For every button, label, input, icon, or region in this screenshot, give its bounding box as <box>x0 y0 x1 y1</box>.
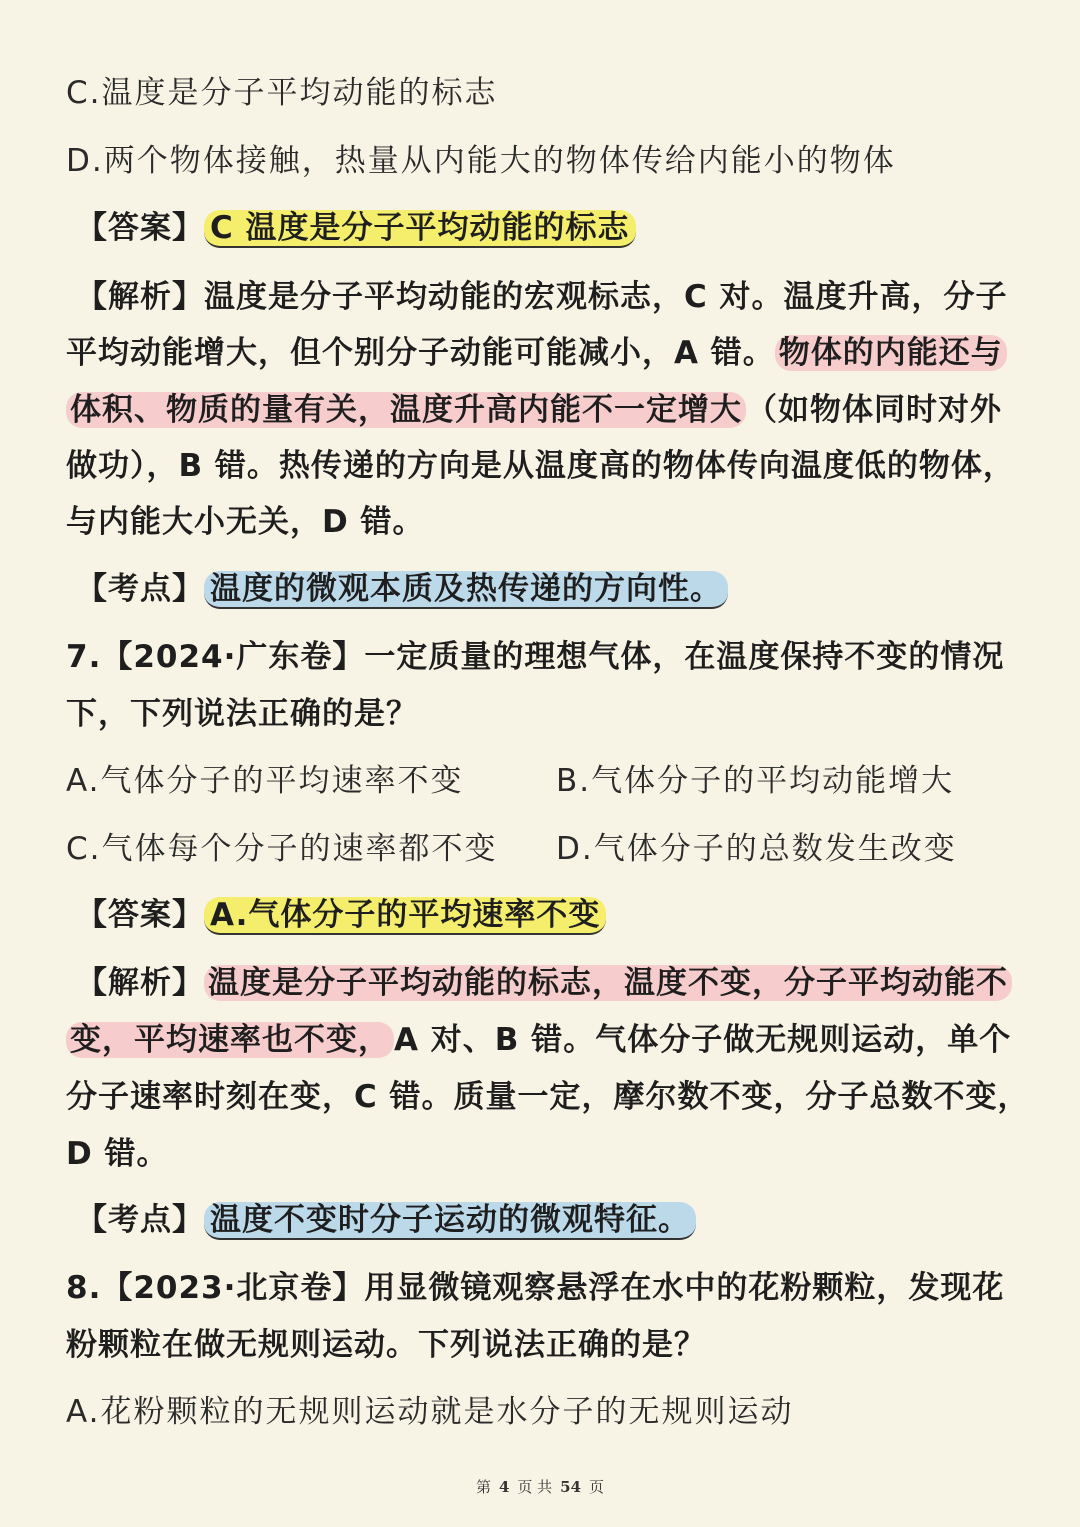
answer-label: 【答案】 <box>76 210 204 246</box>
q6-analysis-line-4: 做功），B 错。热传递的方向是从温度高的物体传向温度低的物体， <box>66 448 1015 484</box>
analysis-highlight: 物体的内能还与 <box>775 335 1007 371</box>
q6-analysis-line-1 <box>66 277 1008 317</box>
key-point-label: 【考点】 <box>76 1202 204 1238</box>
q7-stem-line-2: 下，下列说法正确的是？ <box>66 696 418 732</box>
q6-key-point <box>66 569 728 609</box>
q6-answer <box>66 208 636 248</box>
analysis-text: 温度是分子平均动能的宏观标志，C 对。温度升高，分子 <box>204 279 1008 315</box>
key-point-label: 【考点】 <box>76 571 204 607</box>
footer-total-pages: 54 <box>560 1478 582 1496</box>
q7-option-d: D.气体分子的总数发生改变 <box>556 831 957 867</box>
footer-mid: 页 共 <box>517 1478 553 1496</box>
answer-highlight: C 温度是分子平均动能的标志 <box>204 210 636 248</box>
q8-stem-line-1: 8.【2023·北京卷】用显微镜观察悬浮在水中的花粉颗粒，发现花 <box>66 1270 1005 1306</box>
page-footer <box>0 1476 1080 1497</box>
q7-option-a: A.气体分子的平均速率不变 <box>66 763 464 799</box>
q7-key-point <box>66 1200 696 1240</box>
analysis-highlight: 温度是分子平均动能的标志，温度不变，分子平均动能不 <box>204 965 1012 1001</box>
q7-analysis-line-3: 分子速率时刻在变，C 错。质量一定，摩尔数不变，分子总数不变， <box>66 1079 1030 1115</box>
key-point-highlight: 温度不变时分子运动的微观特征。 <box>204 1202 696 1240</box>
analysis-label: 【解析】 <box>76 965 204 1001</box>
q6-option-c: C.温度是分子平均动能的标志 <box>66 75 498 111</box>
q7-stem-line-1: 7.【2024·广东卷】一定质量的理想气体，在温度保持不变的情况 <box>66 639 1005 675</box>
footer-current-page: 4 <box>498 1478 510 1496</box>
analysis-text: （如物体同时对外 <box>746 392 1002 428</box>
key-point-highlight: 温度的微观本质及热传递的方向性。 <box>204 571 728 609</box>
q6-option-d: D.两个物体接触，热量从内能大的物体传给内能小的物体 <box>66 143 896 179</box>
footer-suffix: 页 <box>589 1478 605 1496</box>
footer-prefix: 第 <box>475 1478 491 1496</box>
q8-stem-line-2: 粉颗粒在做无规则运动。下列说法正确的是？ <box>66 1327 706 1363</box>
q6-analysis-line-5: 与内能大小无关，D 错。 <box>66 504 425 540</box>
q7-analysis-line-4: D 错。 <box>66 1136 169 1172</box>
q7-analysis-line-2 <box>66 1020 1011 1060</box>
answer-highlight: A.气体分子的平均速率不变 <box>204 897 606 935</box>
analysis-text: A 对、B 错。气体分子做无规则运动，单个 <box>394 1022 1012 1058</box>
analysis-text: 平均动能增大，但个别分子动能可能减小，A 错。 <box>66 335 775 371</box>
q7-option-c: C.气体每个分子的速率都不变 <box>66 831 498 867</box>
analysis-highlight: 体积、物质的量有关，温度升高内能不一定增大 <box>66 392 746 428</box>
q6-analysis-line-2 <box>66 333 1007 373</box>
q7-option-b: B.气体分子的平均动能增大 <box>556 763 955 799</box>
analysis-label: 【解析】 <box>76 279 204 315</box>
analysis-highlight: 变，平均速率也不变， <box>66 1022 394 1058</box>
answer-label: 【答案】 <box>76 897 204 933</box>
q8-option-a: A.花粉颗粒的无规则运动就是水分子的无规则运动 <box>66 1394 794 1430</box>
q6-analysis-line-3 <box>66 390 1002 430</box>
q7-analysis-line-1 <box>66 963 1012 1003</box>
q7-answer <box>66 895 606 935</box>
